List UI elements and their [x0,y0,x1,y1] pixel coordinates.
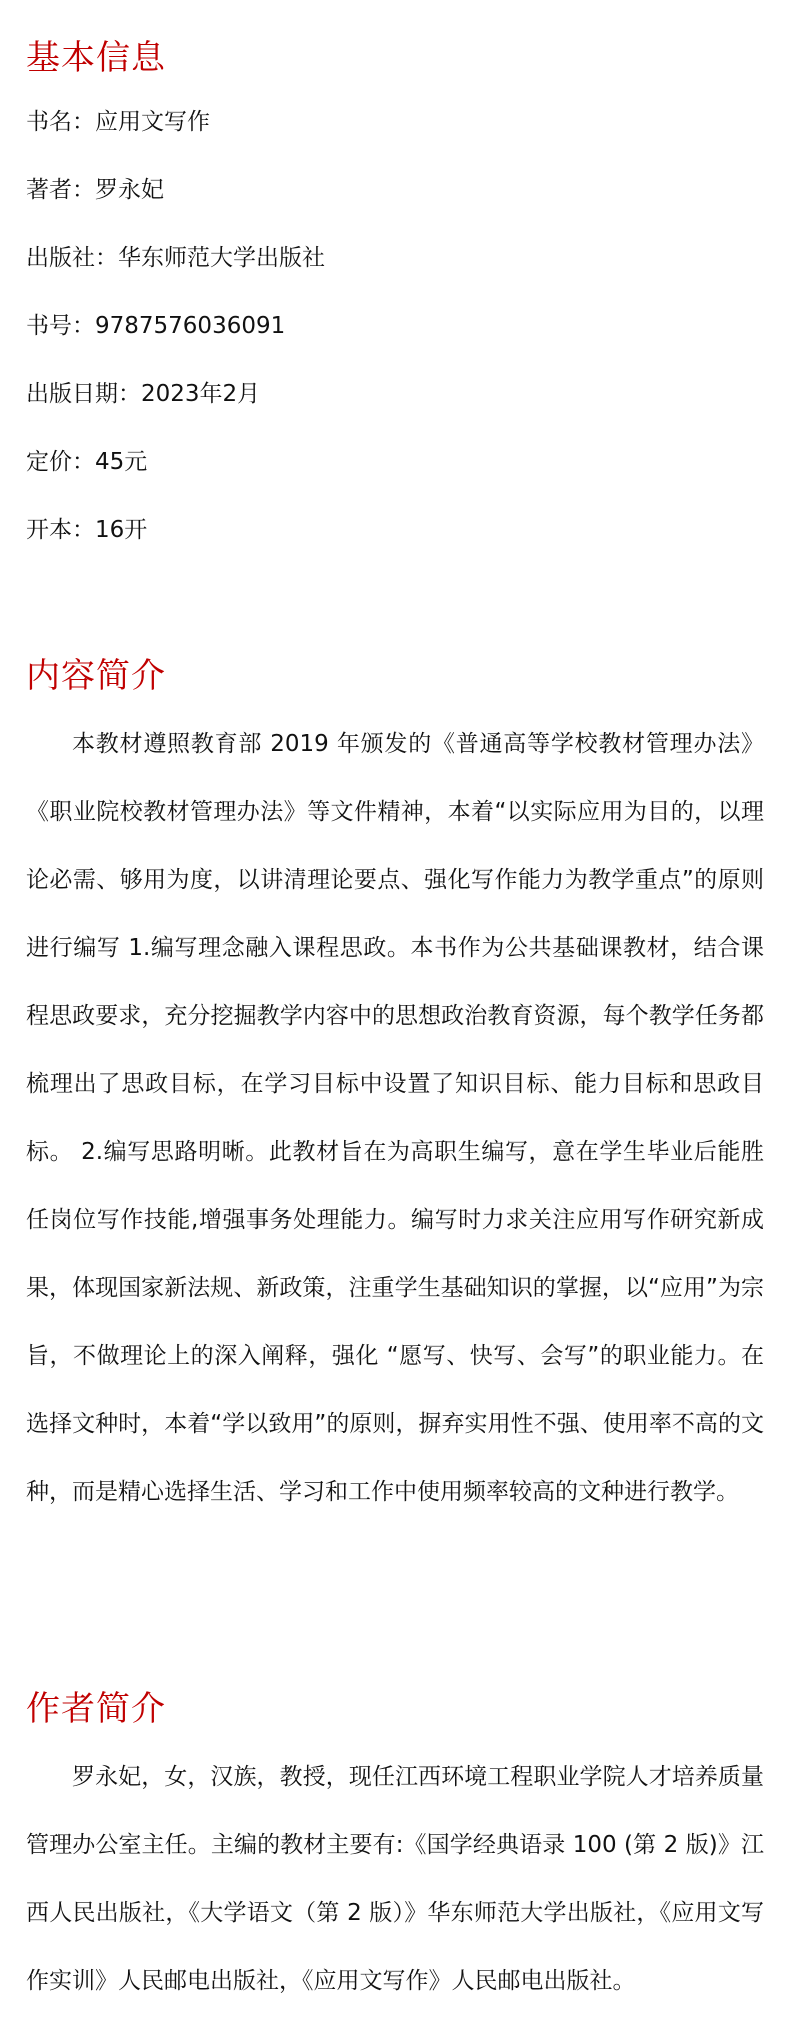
content-summary-paragraph: 本教材遵照教育部 2019 年颁发的《普通高等学校教材管理办法》《职业院校教材管理办法》等文件精神，本着“以实际应用为目的，以理论必需、够用为度，以讲清理论要点、强化写作能力为教学重点”的原则进行编写 1.编写理念融入课程思政。本书作为公共基础课教材，结合课程思政要求，充分挖掘教学内容中的思想政治教育资源，每个教学任务都梳理出了思政目标，在学习目标中设置了知识目标、能力目标和思政目标。 2.编写思路明晰。此教材旨在为高职生编写，意在学生毕业后能胜任岗位写作技能,增强事务处理能力。编写时力求关注应用写作研究新成果，体现国家新法规、新政策，注重学生基础知识的掌握，以“应用”为宗旨，不做理论上的深入阐释，强化 “愿写、快写、会写”的职业能力。在选择文种时，本着“学以致用”的原则，摒弃实用性不强、使用率不高的文种，而是精心选择生活、学习和工作中使用频率较高的文种进行教学。 [26,731,764,1505]
author-bio-paragraph: 罗永妃，女，汉族，教授，现任江西环境工程职业学院人才培养质量管理办公室主任。主编的教材主要有:《国学经典语录 100 (第 2 版)》江西人民出版社，《大学语文（第 2 版）》华东师范大学出版社，《应用文写作实训》人民邮电出版社，《应用文写作》人民邮电出版社。 [26,1764,764,1994]
format-row: 开本：16开 [26,517,148,543]
isbn-row: 书号：9787576036091 [26,313,286,339]
publisher-row: 出版社：华东师范大学出版社 [26,245,325,271]
author-bio-section [26,1689,764,2015]
author-row: 著者：罗永妃 [26,177,164,203]
content-summary-section [26,656,764,1526]
author-bio-title: 作者简介 [26,1689,166,1729]
basic-info-title: 基本信息 [26,38,166,78]
price-row: 定价：45元 [26,449,148,475]
basic-info-section [26,38,764,584]
book-title-row: 书名：应用文写作 [26,109,210,135]
publish-date-row: 出版日期：2023年2月 [26,381,261,407]
content-summary-title: 内容简介 [26,656,166,696]
